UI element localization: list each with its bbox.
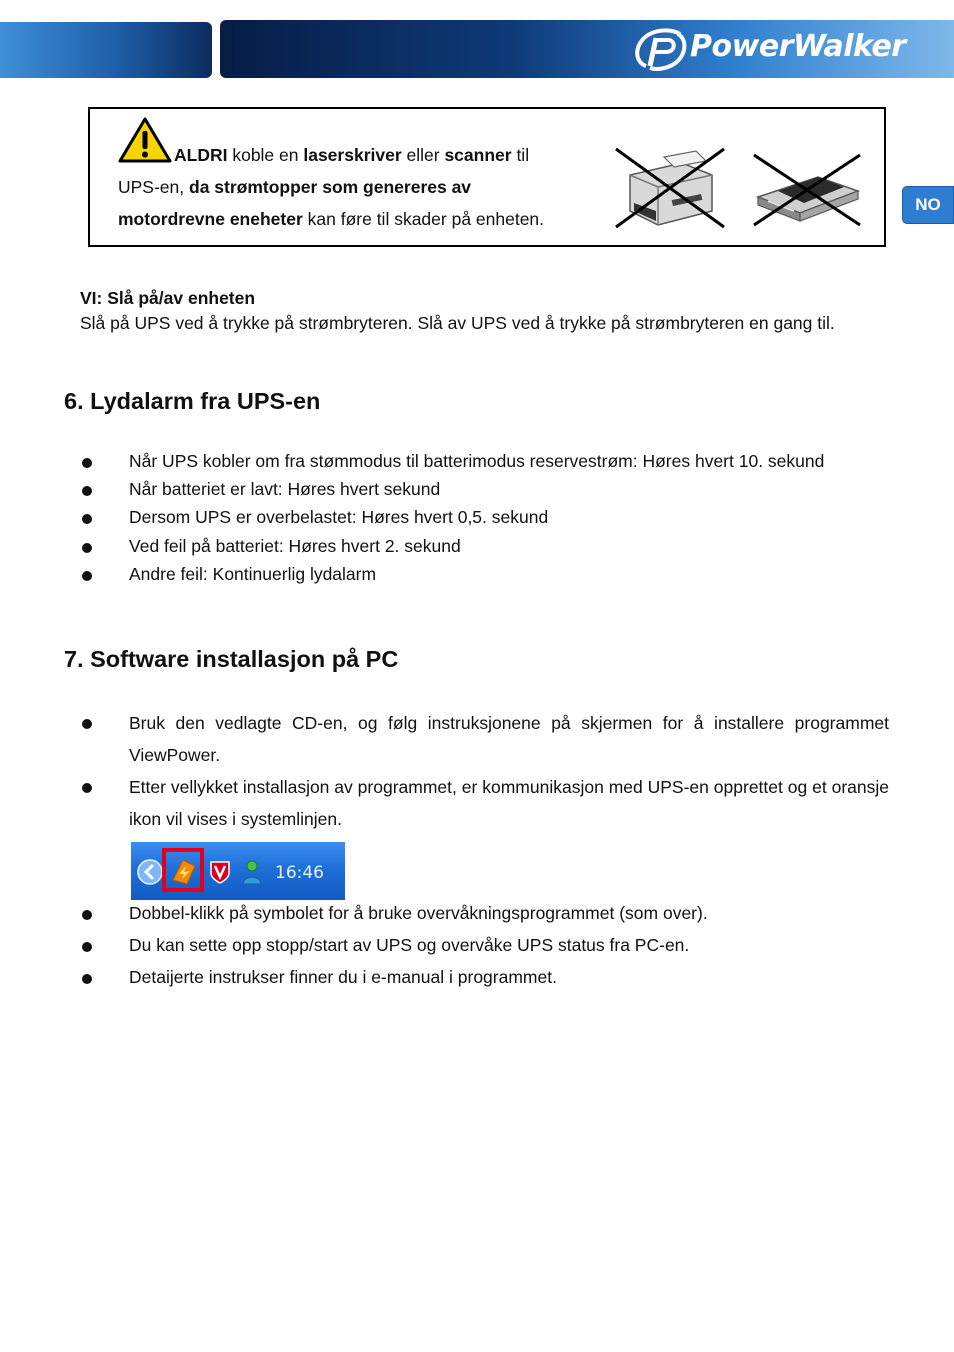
logo-mark-icon <box>632 26 690 72</box>
bullet-icon <box>82 543 92 553</box>
bullet-icon <box>82 486 92 496</box>
software-item-5: Detaijerte instrukser finner du i e-manual i programmet. <box>129 967 557 987</box>
section-vi-text: Slå på UPS ved å trykke på strømbryteren. Slå av UPS ved å trykke på strømbryteren en gang til. <box>80 313 835 333</box>
laser-printer-crossed-icon <box>612 145 730 231</box>
language-tab-no[interactable]: NO <box>902 186 954 224</box>
alarm-item-3: Dersom UPS er overbelastet: Høres hvert 0,5. sekund <box>129 507 549 527</box>
tray-expand-arrow-icon <box>137 859 163 885</box>
alarm-item-4: Ved feil på batteriet: Høres hvert 2. sekund <box>129 536 461 556</box>
tray-clock: 16:46 <box>275 863 324 883</box>
bullet-icon <box>82 514 92 524</box>
section-7-heading: 7. Software installasjon på PC <box>64 646 399 672</box>
bullet-icon <box>82 974 92 984</box>
powerwalker-logo <box>632 26 950 72</box>
antivirus-shield-icon[interactable] <box>209 859 231 885</box>
messenger-user-icon[interactable] <box>239 858 265 886</box>
bullet-icon <box>82 910 92 920</box>
section-6-heading: 6. Lydalarm fra UPS-en <box>64 388 321 414</box>
software-item-3: Dobbel-klikk på symbolet for å bruke overvåkningsprogrammet (som over). <box>129 903 708 923</box>
viewpower-orange-icon[interactable] <box>169 856 199 886</box>
software-item-1: Bruk den vedlagte CD-en, og følg instruksjonene på skjermen for å installere programmet ViewPower. <box>129 713 889 765</box>
software-item-2: Etter vellykket installasjon av programmet, er kommunikasjon med UPS-en opprettet og et oransje ikon vil vises i systemlinjen. <box>129 777 889 829</box>
warning-line-2: UPS-en, da strømtopper som genereres av <box>118 177 472 197</box>
section-vi-label: VI: Slå på/av enheten <box>80 288 256 308</box>
warning-box <box>88 107 886 247</box>
bullet-icon <box>82 719 92 729</box>
system-tray-screenshot <box>131 842 345 900</box>
scanner-crossed-icon <box>748 151 866 229</box>
warning-line-1: ALDRI koble en laserskriver eller scanner til <box>174 145 530 165</box>
bullet-icon <box>82 942 92 952</box>
logo-text: PowerWalker <box>690 29 906 64</box>
bullet-icon <box>82 571 92 581</box>
warning-line-3: motordrevne eneheter kan føre til skader på enheten. <box>118 209 545 229</box>
alarm-item-2: Når batteriet er lavt: Høres hvert sekund <box>129 479 441 499</box>
bullet-icon <box>82 783 92 793</box>
bullet-icon <box>82 458 92 468</box>
alarm-item-5: Andre feil: Kontinuerlig lydalarm <box>129 564 377 584</box>
warning-triangle-icon <box>118 117 172 163</box>
software-item-4: Du kan sette opp stopp/start av UPS og overvåke UPS status fra PC-en. <box>129 935 690 955</box>
header-bar-left <box>0 22 212 78</box>
alarm-item-1: Når UPS kobler om fra stømmodus til batterimodus reservestrøm: Høres hvert 10. sekund <box>129 451 825 471</box>
